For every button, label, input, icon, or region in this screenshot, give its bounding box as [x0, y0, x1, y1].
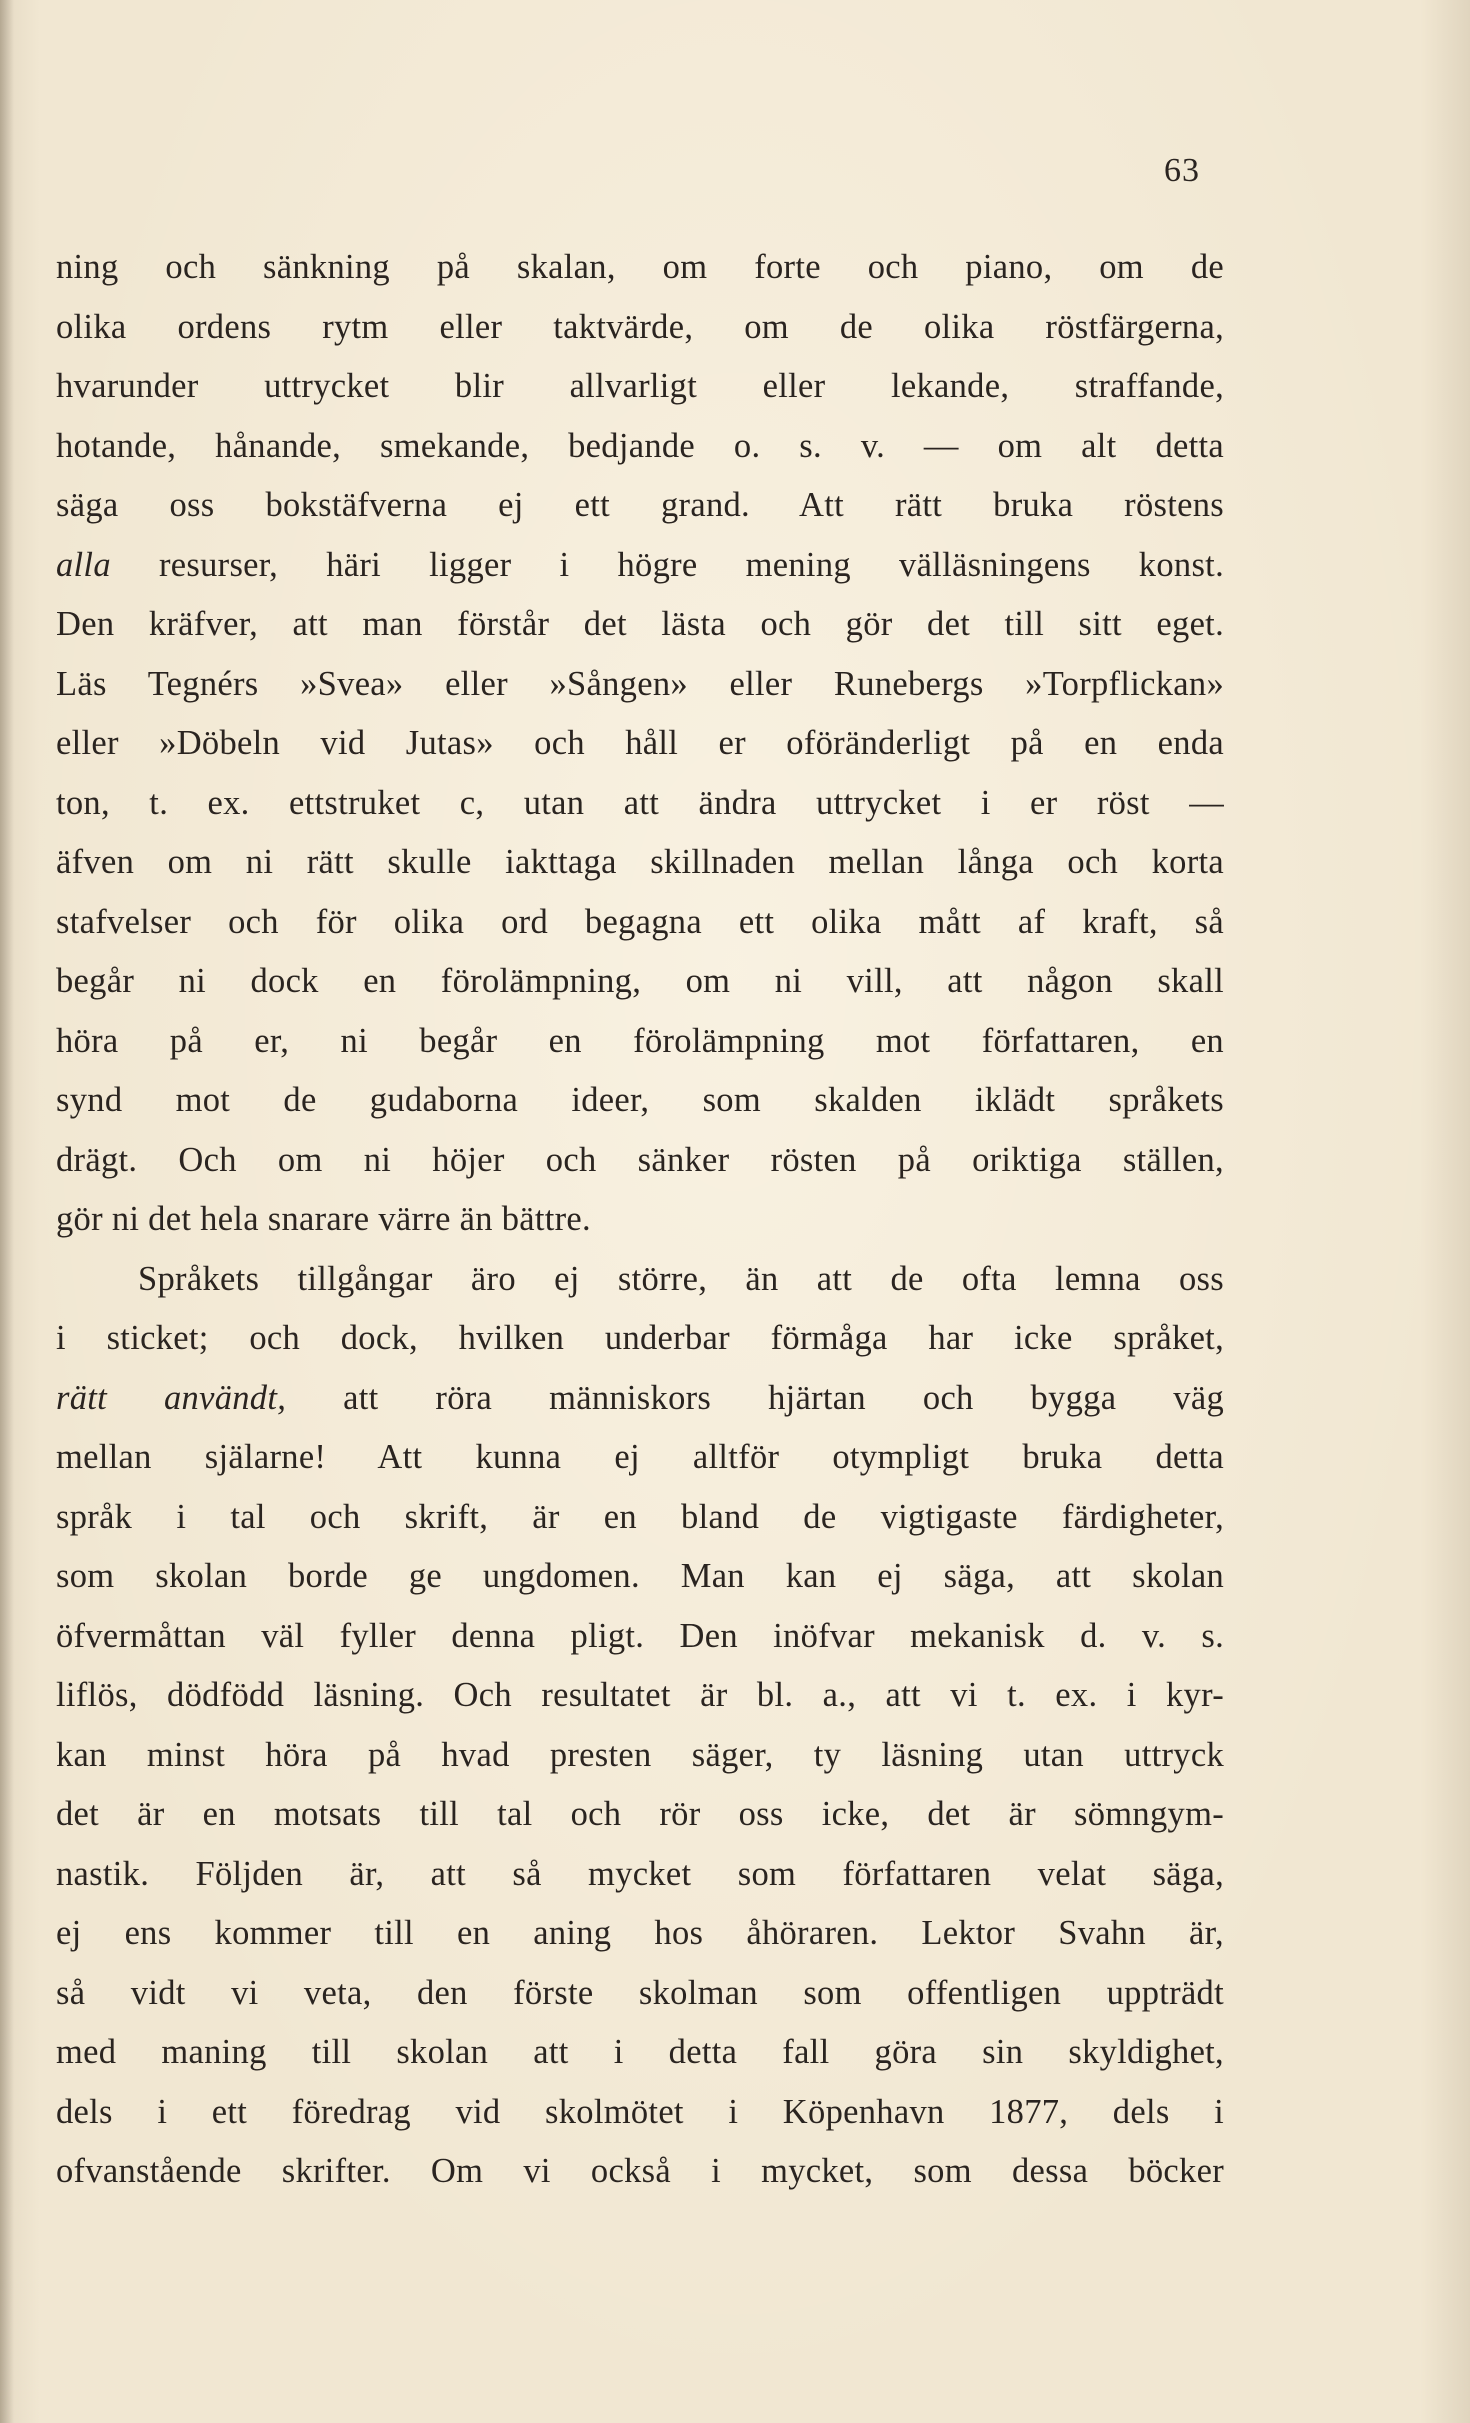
- text-line: så vidt vi veta, den förste skolman som offentligen uppträdt: [56, 1973, 1224, 2012]
- text-line: [56, 1369, 1224, 1429]
- text-line: öfvermåttan väl fyller denna pligt. Den inöfvar mekanisk d. v. s.: [56, 1616, 1224, 1655]
- text-line: säga oss bokstäfverna ej ett grand. Att rätt bruka röstens: [56, 486, 1224, 524]
- text-line: Den kräfver, att man förstår det lästa och gör det till sitt eget.: [56, 605, 1224, 643]
- text-line: språk i tal och skrift, är en bland de vigtigaste färdigheter,: [56, 1497, 1224, 1536]
- text-line: äfven om ni rätt skulle iakttaga skillnaden mellan långa och korta: [56, 843, 1224, 881]
- text-line: Läs Tegnérs »Svea» eller »Sången» eller Runebergs »Torpflickan»: [56, 664, 1224, 703]
- text-line: ej ens kommer till en aning hos åhöraren. Lektor Svahn är,: [56, 1914, 1224, 1952]
- text-segment: att röra människors hjärtan och bygga väg: [286, 1378, 1224, 1417]
- text-line: höra på er, ni begår en förolämpning mot författaren, en: [56, 1021, 1224, 1060]
- text-line: hotande, hånande, smekande, bedjande o. s. v. — om alt detta: [56, 426, 1224, 465]
- italic-phrase: rätt användt,: [56, 1378, 287, 1417]
- text-line: synd mot de gudaborna ideer, som skalden iklädt språkets: [56, 1081, 1224, 1119]
- text-line: liflös, dödfödd läsning. Och resultatet är bl. a., att vi t. ex. i kyr-: [56, 1676, 1224, 1714]
- text-line: som skolan borde ge ungdomen. Man kan ej säga, att skolan: [56, 1557, 1224, 1595]
- page-number: 63: [1164, 152, 1200, 189]
- text-line: med maning till skolan att i detta fall göra sin skyldighet,: [56, 2033, 1224, 2071]
- text-line: [56, 536, 1224, 596]
- text-line: eller »Döbeln vid Jutas» och håll er oföränderligt på en enda: [56, 724, 1224, 762]
- text-line: det är en motsats till tal och rör oss icke, det är sömngym-: [56, 1795, 1224, 1833]
- text-line: gör ni det hela snarare värre än bättre.: [56, 1200, 591, 1238]
- text-line: stafvelser och för olika ord begagna ett olika mått af kraft, så: [56, 902, 1224, 941]
- body-text: [56, 238, 1224, 2202]
- text-line: drägt. Och om ni höjer och sänker rösten på oriktiga ställen,: [56, 1140, 1224, 1179]
- text-line: dels i ett föredrag vid skolmötet i Köpenhavn 1877, dels i: [56, 2092, 1224, 2131]
- text-line: mellan själarne! Att kunna ej alltför otympligt bruka detta: [56, 1438, 1224, 1476]
- text-line: nastik. Följden är, att så mycket som författaren velat säga,: [56, 1854, 1224, 1893]
- text-line: ning och sänkning på skalan, om forte och piano, om de: [56, 248, 1224, 286]
- text-line: i sticket; och dock, hvilken underbar förmåga har icke språket,: [56, 1319, 1224, 1357]
- text-line: olika ordens rytm eller taktvärde, om de olika röstfärgerna,: [56, 307, 1224, 346]
- text-line: ofvanstående skrifter. Om vi också i mycket, som dessa böcker: [56, 2152, 1224, 2190]
- text-line: ton, t. ex. ettstruket c, utan att ändra uttrycket i er röst —: [56, 783, 1224, 822]
- text-line: kan minst höra på hvad presten säger, ty läsning utan uttryck: [56, 1735, 1224, 1774]
- text-line: Språkets tillgångar äro ej större, än att de ofta lemna oss: [138, 1259, 1224, 1298]
- text-segment: resurser, häri ligger i högre mening välläsningens konst.: [110, 545, 1224, 584]
- italic-phrase: alla: [56, 545, 111, 584]
- text-line: begår ni dock en förolämpning, om ni vill, att någon skall: [56, 962, 1224, 1000]
- page-spine-shadow: [0, 0, 14, 2423]
- text-line: hvarunder uttrycket blir allvarligt eller lekande, straffande,: [56, 367, 1224, 405]
